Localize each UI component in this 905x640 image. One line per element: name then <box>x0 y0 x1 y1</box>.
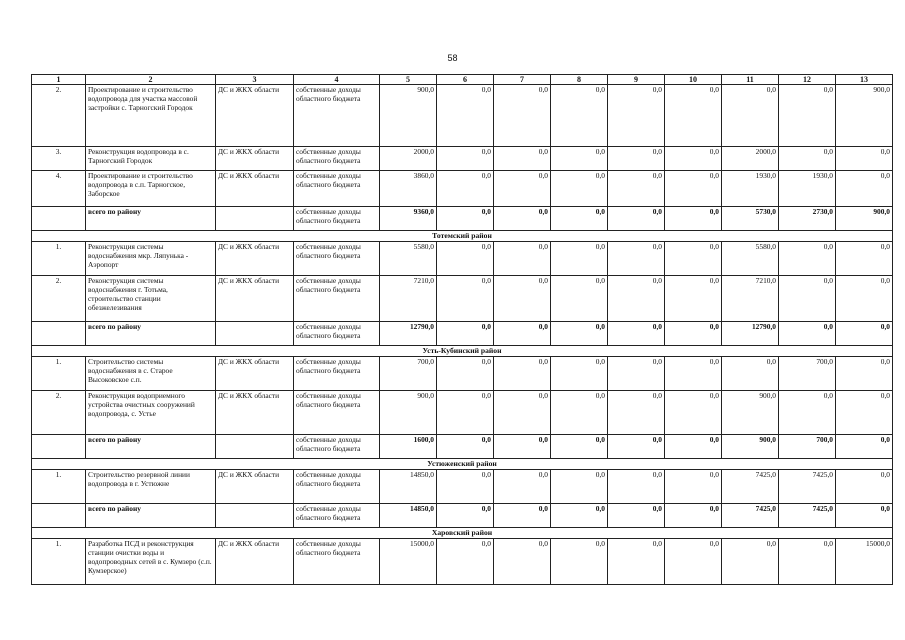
col-5-cell: 2000,0 <box>380 147 437 171</box>
col-10-cell: 0,0 <box>665 242 722 276</box>
district-title: Усть-Кубинский район <box>32 346 893 357</box>
object-name-cell: Реконструкция системы водоснабжения мкр. Ляпунька - Аэропорт <box>86 242 216 276</box>
district-title: Устюженский район <box>32 459 893 470</box>
column-number-13: 13 <box>836 75 893 85</box>
table-row <box>32 242 893 276</box>
col-8-cell: 0,0 <box>551 504 608 528</box>
col-11-cell: 7210,0 <box>722 276 779 322</box>
col-10-cell: 0,0 <box>665 322 722 346</box>
district-section-header <box>32 528 893 539</box>
col-8-cell: 0,0 <box>551 85 608 147</box>
col-9-cell: 0,0 <box>608 504 665 528</box>
col-10-cell: 0,0 <box>665 147 722 171</box>
col-5-cell: 900,0 <box>380 85 437 147</box>
column-number-11: 11 <box>722 75 779 85</box>
col-5-cell: 3860,0 <box>380 171 437 207</box>
col-13-cell: 0,0 <box>836 391 893 435</box>
table-row <box>32 357 893 391</box>
district-title: Харовский район <box>32 528 893 539</box>
col-12-cell: 700,0 <box>779 435 836 459</box>
item-number-cell: 1. <box>32 470 86 504</box>
executor-cell: ДС и ЖКХ области <box>216 276 294 322</box>
col-7-cell: 0,0 <box>494 504 551 528</box>
column-number-3: 3 <box>216 75 294 85</box>
col-10-cell: 0,0 <box>665 504 722 528</box>
district-total-row <box>32 504 893 528</box>
col-9-cell: 0,0 <box>608 539 665 585</box>
page-number: 58 <box>447 53 458 63</box>
col-6-cell: 0,0 <box>437 391 494 435</box>
header-row <box>32 75 893 85</box>
col-11-cell: 0,0 <box>722 85 779 147</box>
col-11-cell: 12790,0 <box>722 322 779 346</box>
district-section-header <box>32 459 893 470</box>
col-9-cell: 0,0 <box>608 276 665 322</box>
col-9-cell: 0,0 <box>608 435 665 459</box>
col-10-cell: 0,0 <box>665 171 722 207</box>
object-name-cell: всего по району <box>86 322 216 346</box>
col-7-cell: 0,0 <box>494 276 551 322</box>
col-13-cell: 900,0 <box>836 85 893 147</box>
col-9-cell: 0,0 <box>608 357 665 391</box>
col-6-cell: 0,0 <box>437 470 494 504</box>
district-section-header <box>32 346 893 357</box>
col-7-cell: 0,0 <box>494 147 551 171</box>
executor-cell: ДС и ЖКХ области <box>216 85 294 147</box>
col-13-cell: 0,0 <box>836 357 893 391</box>
col-7-cell: 0,0 <box>494 470 551 504</box>
col-6-cell: 0,0 <box>437 435 494 459</box>
col-12-cell: 0,0 <box>779 539 836 585</box>
item-number-cell: 2. <box>32 85 86 147</box>
col-10-cell: 0,0 <box>665 539 722 585</box>
col-12-cell: 0,0 <box>779 276 836 322</box>
funding-source-cell: собственные доходы областного бюджета <box>294 322 380 346</box>
col-9-cell: 0,0 <box>608 242 665 276</box>
col-12-cell: 7425,0 <box>779 470 836 504</box>
col-11-cell: 7425,0 <box>722 470 779 504</box>
object-name-cell: Реконструкция водопровода в с. Тарногский Городок <box>86 147 216 171</box>
item-number-cell: 3. <box>32 147 86 171</box>
item-number-cell: 1. <box>32 357 86 391</box>
col-10-cell: 0,0 <box>665 207 722 231</box>
column-number-4: 4 <box>294 75 380 85</box>
executor-cell: ДС и ЖКХ области <box>216 470 294 504</box>
item-number-cell: 2. <box>32 391 86 435</box>
col-10-cell: 0,0 <box>665 391 722 435</box>
executor-cell: ДС и ЖКХ области <box>216 242 294 276</box>
col-7-cell: 0,0 <box>494 207 551 231</box>
district-section-header <box>32 231 893 242</box>
col-6-cell: 0,0 <box>437 322 494 346</box>
col-13-cell: 15000,0 <box>836 539 893 585</box>
col-9-cell: 0,0 <box>608 322 665 346</box>
col-12-cell: 700,0 <box>779 357 836 391</box>
col-5-cell: 12790,0 <box>380 322 437 346</box>
col-8-cell: 0,0 <box>551 242 608 276</box>
col-12-cell: 0,0 <box>779 242 836 276</box>
executor-cell <box>216 322 294 346</box>
col-10-cell: 0,0 <box>665 470 722 504</box>
item-number-cell: 1. <box>32 242 86 276</box>
col-6-cell: 0,0 <box>437 357 494 391</box>
object-name-cell: всего по району <box>86 207 216 231</box>
table-row <box>32 85 893 147</box>
col-13-cell: 0,0 <box>836 147 893 171</box>
executor-cell <box>216 207 294 231</box>
col-11-cell: 900,0 <box>722 391 779 435</box>
funding-source-cell: собственные доходы областного бюджета <box>294 357 380 391</box>
col-11-cell: 7425,0 <box>722 504 779 528</box>
funding-source-cell: собственные доходы областного бюджета <box>294 147 380 171</box>
executor-cell: ДС и ЖКХ области <box>216 147 294 171</box>
column-number-2: 2 <box>86 75 216 85</box>
col-12-cell: 1930,0 <box>779 171 836 207</box>
executor-cell: ДС и ЖКХ области <box>216 357 294 391</box>
object-name-cell: всего по району <box>86 504 216 528</box>
col-9-cell: 0,0 <box>608 391 665 435</box>
col-8-cell: 0,0 <box>551 171 608 207</box>
col-7-cell: 0,0 <box>494 242 551 276</box>
col-8-cell: 0,0 <box>551 322 608 346</box>
item-number-cell: 4. <box>32 171 86 207</box>
column-number-7: 7 <box>494 75 551 85</box>
col-5-cell: 700,0 <box>380 357 437 391</box>
column-number-5: 5 <box>380 75 437 85</box>
col-11-cell: 5730,0 <box>722 207 779 231</box>
funding-source-cell: собственные доходы областного бюджета <box>294 504 380 528</box>
col-7-cell: 0,0 <box>494 539 551 585</box>
table-row <box>32 276 893 322</box>
col-6-cell: 0,0 <box>437 147 494 171</box>
col-13-cell: 900,0 <box>836 207 893 231</box>
column-number-8: 8 <box>551 75 608 85</box>
col-6-cell: 0,0 <box>437 85 494 147</box>
object-name-cell: Строительство системы водоснабжения в с. Старое Высоковское с.п. <box>86 357 216 391</box>
col-5-cell: 5580,0 <box>380 242 437 276</box>
column-number-10: 10 <box>665 75 722 85</box>
col-13-cell: 0,0 <box>836 276 893 322</box>
item-number-cell <box>32 435 86 459</box>
col-10-cell: 0,0 <box>665 276 722 322</box>
object-name-cell: Реконструкция водоприемного устройства очистных сооружений водопровода, с. Устье <box>86 391 216 435</box>
col-12-cell: 2730,0 <box>779 207 836 231</box>
district-title: Тотемский район <box>32 231 893 242</box>
object-name-cell: Разработка ПСД и реконструкция станции очистки воды и водопроводных сетей в с. Кумзеро (с.п. Кумзерское) <box>86 539 216 585</box>
col-7-cell: 0,0 <box>494 435 551 459</box>
funding-source-cell: собственные доходы областного бюджета <box>294 242 380 276</box>
item-number-cell <box>32 504 86 528</box>
funding-source-cell: собственные доходы областного бюджета <box>294 207 380 231</box>
col-6-cell: 0,0 <box>437 207 494 231</box>
item-number-cell: 2. <box>32 276 86 322</box>
object-name-cell: Реконструкция системы водоснабжения г. Тотьма, строительство станции обезжелезивания <box>86 276 216 322</box>
table-row <box>32 539 893 585</box>
funding-source-cell: собственные доходы областного бюджета <box>294 470 380 504</box>
executor-cell: ДС и ЖКХ области <box>216 539 294 585</box>
funding-source-cell: собственные доходы областного бюджета <box>294 539 380 585</box>
col-6-cell: 0,0 <box>437 242 494 276</box>
funding-source-cell: собственные доходы областного бюджета <box>294 171 380 207</box>
object-name-cell: Строительство резервной линии водопровода в г. Устюжне <box>86 470 216 504</box>
col-8-cell: 0,0 <box>551 207 608 231</box>
funding-source-cell: собственные доходы областного бюджета <box>294 435 380 459</box>
col-11-cell: 5580,0 <box>722 242 779 276</box>
col-6-cell: 0,0 <box>437 539 494 585</box>
col-12-cell: 0,0 <box>779 322 836 346</box>
col-5-cell: 9360,0 <box>380 207 437 231</box>
executor-cell <box>216 504 294 528</box>
col-9-cell: 0,0 <box>608 147 665 171</box>
col-10-cell: 0,0 <box>665 435 722 459</box>
column-number-12: 12 <box>779 75 836 85</box>
district-total-row <box>32 207 893 231</box>
table-row <box>32 470 893 504</box>
district-total-row <box>32 322 893 346</box>
budget-table <box>31 74 893 585</box>
col-12-cell: 0,0 <box>779 147 836 171</box>
col-13-cell: 0,0 <box>836 470 893 504</box>
col-11-cell: 0,0 <box>722 539 779 585</box>
col-7-cell: 0,0 <box>494 171 551 207</box>
col-6-cell: 0,0 <box>437 504 494 528</box>
col-13-cell: 0,0 <box>836 171 893 207</box>
col-7-cell: 0,0 <box>494 322 551 346</box>
col-13-cell: 0,0 <box>836 322 893 346</box>
col-8-cell: 0,0 <box>551 147 608 171</box>
col-8-cell: 0,0 <box>551 357 608 391</box>
object-name-cell: Проектирование и строительство водопровода в с.п. Тарногское, Заборское <box>86 171 216 207</box>
col-5-cell: 15000,0 <box>380 539 437 585</box>
col-11-cell: 0,0 <box>722 357 779 391</box>
col-9-cell: 0,0 <box>608 207 665 231</box>
col-8-cell: 0,0 <box>551 276 608 322</box>
object-name-cell: всего по району <box>86 435 216 459</box>
column-number-1: 1 <box>32 75 86 85</box>
col-8-cell: 0,0 <box>551 435 608 459</box>
col-5-cell: 7210,0 <box>380 276 437 322</box>
col-7-cell: 0,0 <box>494 357 551 391</box>
col-8-cell: 0,0 <box>551 391 608 435</box>
funding-source-cell: собственные доходы областного бюджета <box>294 85 380 147</box>
col-9-cell: 0,0 <box>608 85 665 147</box>
col-10-cell: 0,0 <box>665 357 722 391</box>
object-name-cell: Проектирование и строительство водопровода для участка массовой застройки с. Тарногский Городок <box>86 85 216 147</box>
col-5-cell: 1600,0 <box>380 435 437 459</box>
col-13-cell: 0,0 <box>836 435 893 459</box>
col-5-cell: 14850,0 <box>380 470 437 504</box>
funding-source-cell: собственные доходы областного бюджета <box>294 391 380 435</box>
item-number-cell <box>32 322 86 346</box>
col-9-cell: 0,0 <box>608 171 665 207</box>
executor-cell: ДС и ЖКХ области <box>216 171 294 207</box>
col-11-cell: 900,0 <box>722 435 779 459</box>
district-total-row <box>32 435 893 459</box>
column-number-6: 6 <box>437 75 494 85</box>
item-number-cell <box>32 207 86 231</box>
col-7-cell: 0,0 <box>494 391 551 435</box>
table-row <box>32 147 893 171</box>
col-12-cell: 7425,0 <box>779 504 836 528</box>
col-5-cell: 900,0 <box>380 391 437 435</box>
col-10-cell: 0,0 <box>665 85 722 147</box>
col-6-cell: 0,0 <box>437 171 494 207</box>
funding-source-cell: собственные доходы областного бюджета <box>294 276 380 322</box>
col-8-cell: 0,0 <box>551 470 608 504</box>
col-12-cell: 0,0 <box>779 85 836 147</box>
table-row <box>32 171 893 207</box>
col-11-cell: 2000,0 <box>722 147 779 171</box>
col-8-cell: 0,0 <box>551 539 608 585</box>
col-7-cell: 0,0 <box>494 85 551 147</box>
executor-cell <box>216 435 294 459</box>
col-13-cell: 0,0 <box>836 504 893 528</box>
item-number-cell: 1. <box>32 539 86 585</box>
column-number-9: 9 <box>608 75 665 85</box>
col-5-cell: 14850,0 <box>380 504 437 528</box>
col-12-cell: 0,0 <box>779 391 836 435</box>
col-6-cell: 0,0 <box>437 276 494 322</box>
col-9-cell: 0,0 <box>608 470 665 504</box>
executor-cell: ДС и ЖКХ области <box>216 391 294 435</box>
col-13-cell: 0,0 <box>836 242 893 276</box>
col-11-cell: 1930,0 <box>722 171 779 207</box>
table-row <box>32 391 893 435</box>
